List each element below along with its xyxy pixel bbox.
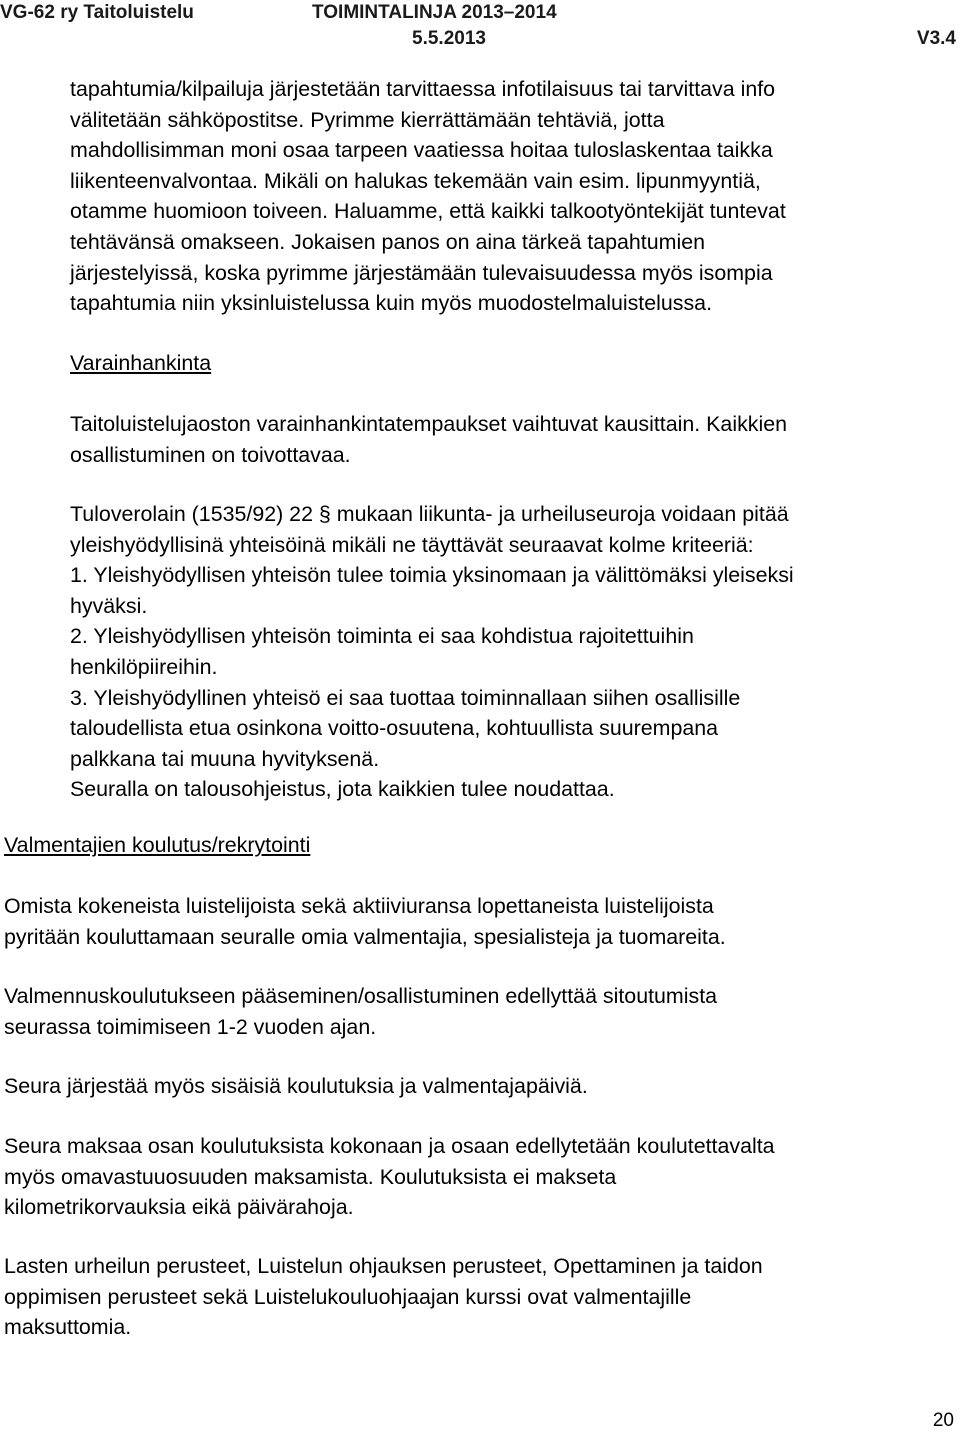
text-line: oppimisen perusteet sekä Luistelukouluohjaajan kurssi ovat valmentajille — [4, 1284, 692, 1309]
text-line: osallistuminen on toivottavaa. — [70, 442, 351, 467]
text-line: Lasten urheilun perusteet, Luistelun ohjauksen perusteet, Opettaminen ja taidon — [4, 1254, 763, 1278]
text-line: Omista kokeneista luistelijoista sekä aktiiviuransa lopettaneista luistelijoista — [4, 894, 714, 918]
text-line: hyväksi. — [70, 593, 148, 618]
text-line: tapahtumia/kilpailuja järjestetään tarvittaessa infotilaisuus tai tarvittava info — [70, 77, 776, 101]
criterion-2: 2. Yleishyödyllisen yhteisön toiminta ei saa kohdistua rajoitettuihin — [70, 624, 694, 649]
text-line: myös omavastuuosuuden maksamista. Koulutuksista ei makseta — [4, 1164, 617, 1189]
page-header — [0, 0, 960, 56]
valmentajat-paragraph-2 — [4, 981, 717, 1042]
text-line: maksuttomia. — [4, 1315, 132, 1340]
document-title: TOIMINTALINJA 2013–2014 — [312, 2, 557, 23]
valmentajat-paragraph-3 — [4, 1071, 588, 1102]
tuloverolaki-paragraph — [70, 499, 794, 805]
criterion-1: 1. Yleishyödyllisen yhteisön tulee toimia yksinomaan ja välittömäksi yleiseksi — [70, 563, 794, 588]
text-line: tapahtumia niin yksinluistelussa kuin myös muodostelmaluistelussa. — [70, 291, 713, 316]
document-version: V3.4 — [916, 28, 956, 49]
text-line: Seura maksaa osan koulutuksista kokonaan ja osaan edellytetään koulutettavalta — [4, 1134, 775, 1158]
text-line: mahdollisimman moni osaa tarpeen vaatiessa hoitaa tuloslaskentaa taikka — [70, 138, 773, 163]
text-line: yleishyödyllisinä yhteisöinä mikäli ne täyttävät seuraavat kolme kriteeriä: — [70, 532, 754, 557]
text-line: liikenteenvalvontaa. Mikäli on halukas tekemään vain esim. lipunmyyntiä, — [70, 168, 761, 193]
valmentajat-heading: Valmentajien koulutus/rekrytointi — [4, 833, 311, 857]
page-number: 20 — [932, 1410, 954, 1431]
varainhankinta-paragraph — [70, 409, 787, 470]
text-line: välitetään sähköpostitse. Pyrimme kierrättämään tehtäviä, jotta — [70, 107, 665, 132]
valmentajat-paragraph-4 — [4, 1131, 775, 1223]
text-line: otamme huomioon toiveen. Haluamme, että kaikki talkootyöntekijät tuntevat — [70, 199, 786, 224]
text-line: tehtävänsä omakseen. Jokaisen panos on aina tärkeä tapahtumien — [70, 229, 706, 254]
text-line: pyritään kouluttamaan seuralle omia valmentajia, spesialisteja ja tuomareita. — [4, 924, 726, 949]
intro-paragraph — [70, 74, 786, 319]
text-line: kilometrikorvauksia eikä päivärahoja. — [4, 1195, 354, 1220]
organization-name: VG-62 ry Taitoluistelu — [0, 2, 194, 23]
text-line: Valmennuskoulutukseen pääseminen/osallistuminen edellyttää sitoutumista — [4, 984, 718, 1008]
varainhankinta-heading: Varainhankinta — [70, 351, 212, 375]
text-line: Seuralla on talousohjeistus, jota kaikkien tulee noudattaa. — [70, 777, 615, 802]
valmentajat-paragraph-5 — [4, 1251, 763, 1343]
text-line: taloudellista etua osinkona voitto-osuutena, kohtuullista suurempana — [70, 716, 719, 741]
text-line: henkilöpiireihin. — [70, 654, 218, 679]
text-line: Tuloverolain (1535/92) 22 § mukaan liikunta- ja urheiluseuroja voidaan pitää — [70, 502, 789, 526]
text-line: palkkana tai muuna hyvityksenä. — [70, 746, 380, 771]
text-line: seurassa toimimiseen 1-2 vuoden ajan. — [4, 1014, 377, 1039]
document-date: 5.5.2013 — [412, 28, 486, 49]
text-line: Taitoluistelujaoston varainhankintatempaukset vaihtuvat kausittain. Kaikkien — [70, 412, 788, 436]
text-line: järjestelyissä, koska pyrimme järjestämään tulevaisuudessa myös isompia — [70, 260, 773, 285]
text-line: Seura järjestää myös sisäisiä koulutuksia ja valmentajapäiviä. — [4, 1074, 588, 1098]
valmentajat-paragraph-1 — [4, 891, 726, 952]
criterion-3: 3. Yleishyödyllinen yhteisö ei saa tuottaa toiminnallaan siihen osallisille — [70, 685, 741, 710]
